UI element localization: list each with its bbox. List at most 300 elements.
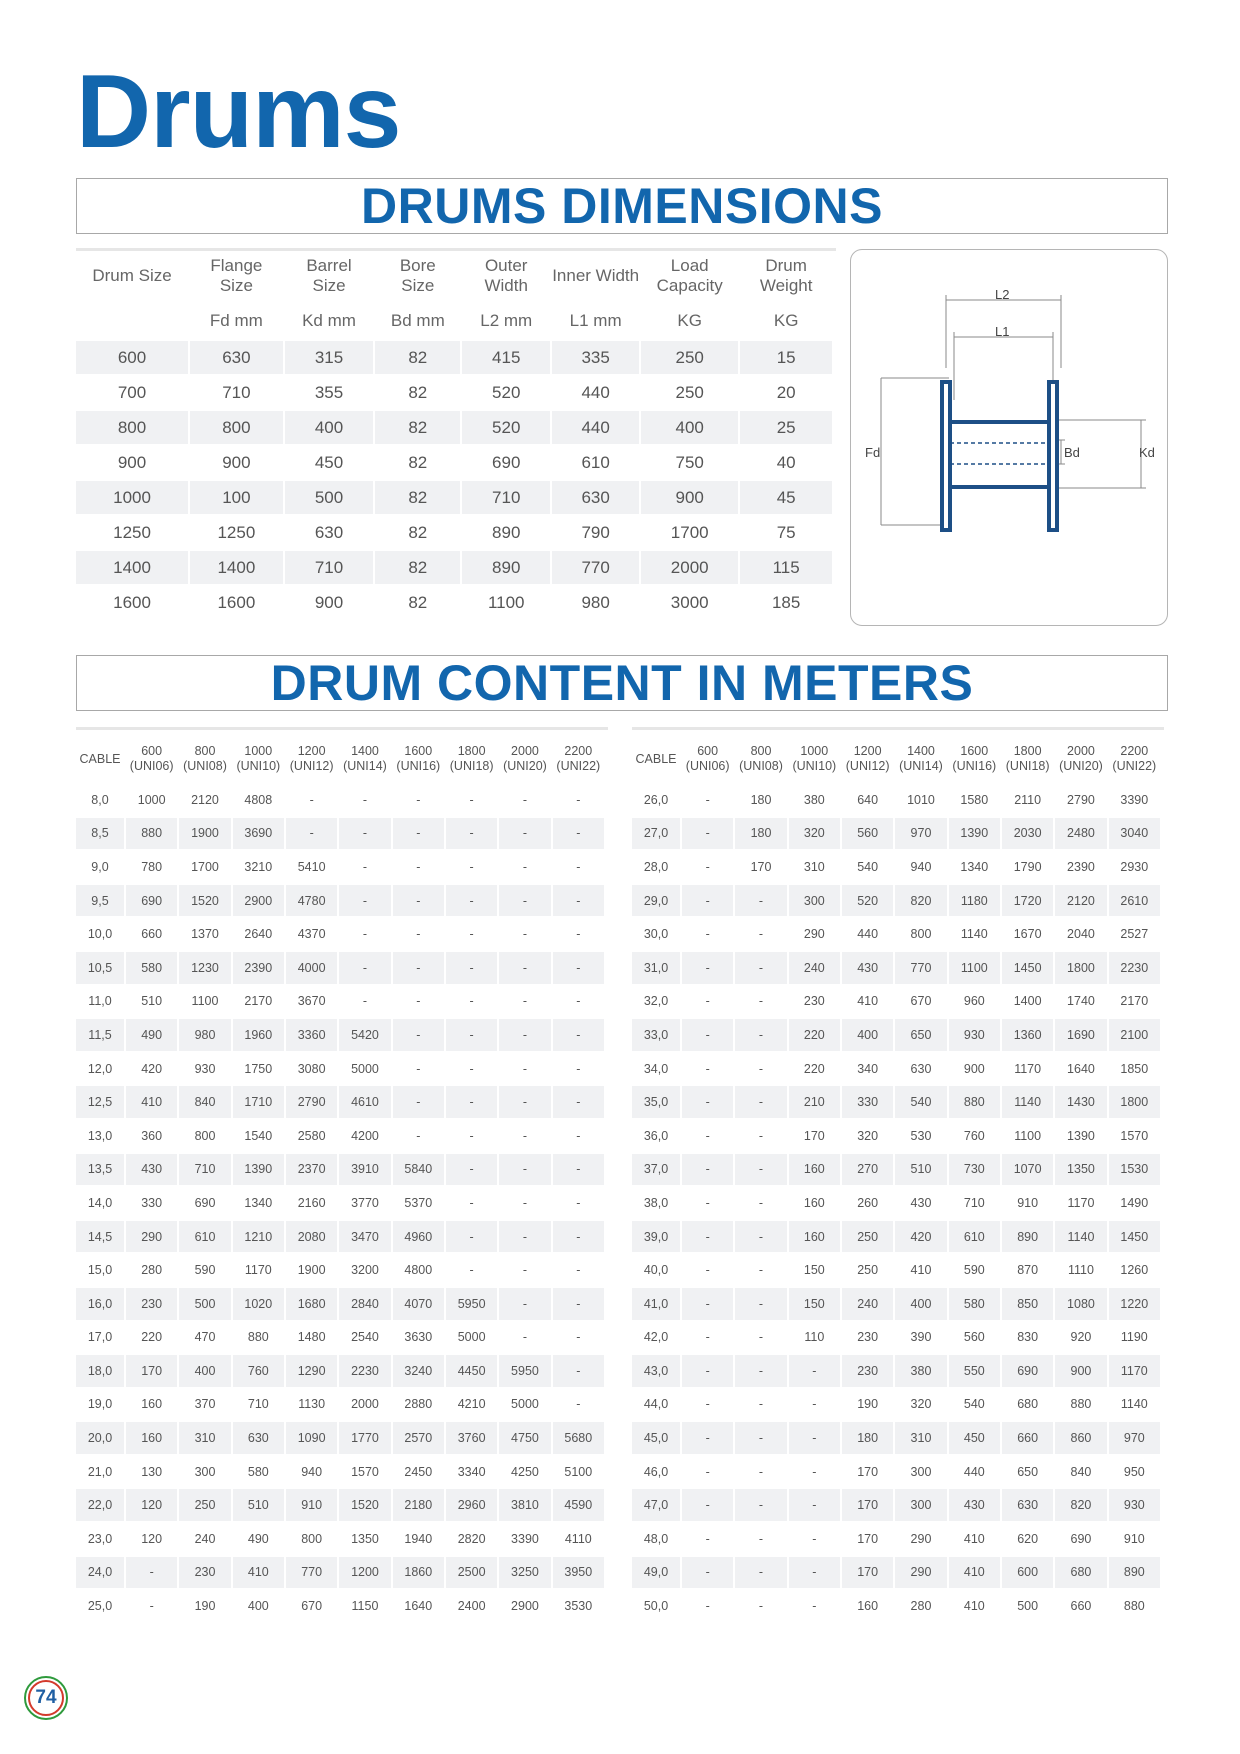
table-cell: 930 [1109, 1489, 1160, 1523]
cable-cell: 43,0 [632, 1355, 680, 1389]
table-cell: 890 [1109, 1557, 1160, 1591]
table-cell: - [553, 818, 604, 852]
table-cell: 700 [76, 376, 188, 411]
table-cell: 520 [462, 411, 550, 446]
table-cell: 780 [126, 851, 177, 885]
table-cell: 1690 [1055, 1019, 1106, 1053]
page-number-badge [24, 1676, 68, 1720]
table-cell: 160 [789, 1187, 840, 1221]
table-cell: 510 [233, 1489, 284, 1523]
cable-cell: 35,0 [632, 1086, 680, 1120]
table-cell: 2120 [179, 784, 230, 818]
table-cell: 690 [1055, 1523, 1106, 1557]
table-cell: 1490 [1109, 1187, 1160, 1221]
table-cell: 3390 [1109, 784, 1160, 818]
column-header: Bore Size [399, 256, 436, 295]
column-code: (UNI08) [183, 759, 227, 773]
table-cell: 1580 [949, 784, 1000, 818]
table-cell: 82 [375, 551, 460, 586]
table-cell: 4610 [339, 1086, 390, 1120]
table-cell: 420 [895, 1221, 946, 1255]
table-cell: - [553, 1053, 604, 1087]
table-cell: 1430 [1055, 1086, 1106, 1120]
table-cell: - [735, 1489, 786, 1523]
table-cell: 1400 [1002, 986, 1053, 1020]
column-header: Load Capacity [656, 256, 723, 295]
table-cell: - [735, 1120, 786, 1154]
table-cell: - [682, 1288, 733, 1322]
table-cell: 410 [949, 1590, 1000, 1624]
table-cell: 630 [285, 516, 374, 551]
label-fd: Fd [865, 445, 881, 460]
table-row [76, 481, 832, 516]
table-cell: 650 [1002, 1456, 1053, 1490]
table-cell: 800 [76, 411, 188, 446]
table-cell: 2580 [286, 1120, 337, 1154]
column-size: 800 [750, 744, 772, 758]
table-row [632, 1422, 1160, 1456]
table-cell: 3770 [339, 1187, 390, 1221]
table-cell: 410 [949, 1557, 1000, 1591]
table-cell: 670 [895, 986, 946, 1020]
table-cell: 250 [842, 1254, 893, 1288]
cable-cell: 9,5 [76, 885, 124, 919]
column-code: (UNI22) [1112, 759, 1157, 773]
table-cell: 115 [740, 551, 832, 586]
table-cell: 150 [789, 1254, 840, 1288]
table-cell: 3210 [233, 851, 284, 885]
table-cell: - [339, 818, 390, 852]
page-number: 74 [28, 1680, 64, 1716]
cable-cell: 29,0 [632, 885, 680, 919]
column-size: 1800 [457, 744, 486, 758]
table-row [76, 341, 832, 376]
table-cell: 310 [895, 1422, 946, 1456]
table-row [76, 1590, 604, 1624]
table-row [632, 1590, 1160, 1624]
table-cell: - [553, 1221, 604, 1255]
table-cell: 1680 [286, 1288, 337, 1322]
table-cell: 380 [895, 1355, 946, 1389]
table-cell: 82 [375, 516, 460, 551]
column-size: 1200 [853, 744, 882, 758]
table-cell: 750 [641, 446, 738, 481]
table-cell: 5370 [393, 1187, 444, 1221]
table-cell: 2230 [1109, 952, 1160, 986]
column-header: Inner Width [552, 266, 640, 285]
table-cell: 630 [895, 1053, 946, 1087]
table-cell: 430 [895, 1187, 946, 1221]
table-cell: - [682, 1456, 733, 1490]
table-row [76, 1389, 604, 1423]
table-cell: - [393, 1120, 444, 1154]
table-cell: 2230 [339, 1355, 390, 1389]
column-size: 1600 [960, 744, 989, 758]
table-cell: - [553, 1254, 604, 1288]
table-cell: 980 [552, 586, 639, 621]
table-cell: 2120 [1055, 885, 1106, 919]
table-cell: - [735, 1422, 786, 1456]
table-cell: 910 [286, 1489, 337, 1523]
table-cell: 3390 [499, 1523, 550, 1557]
table-cell: 660 [1055, 1590, 1106, 1624]
table-cell: 150 [789, 1288, 840, 1322]
table-cell: 660 [126, 918, 177, 952]
table-cell: 1640 [393, 1590, 444, 1624]
table-cell: 1750 [233, 1053, 284, 1087]
table-row [76, 516, 832, 551]
table-cell: 2160 [286, 1187, 337, 1221]
table-cell: - [499, 986, 550, 1020]
table-cell: 960 [949, 986, 1000, 1020]
table-cell: 630 [552, 481, 639, 516]
table-cell: 770 [895, 952, 946, 986]
table-cell: 1200 [339, 1557, 390, 1591]
table-cell: 1290 [286, 1355, 337, 1389]
table-cell: 430 [949, 1489, 1000, 1523]
table-cell: 130 [126, 1456, 177, 1490]
table-cell: - [499, 1053, 550, 1087]
cable-cell: 47,0 [632, 1489, 680, 1523]
column-header [179, 734, 230, 784]
table-cell: 400 [285, 411, 374, 446]
table-row [76, 1221, 604, 1255]
table-cell: 1210 [233, 1221, 284, 1255]
table-cell: 3950 [553, 1557, 604, 1591]
table-cell: 880 [949, 1086, 1000, 1120]
table-cell: - [393, 885, 444, 919]
table-cell: 210 [789, 1086, 840, 1120]
table-cell: 3000 [641, 586, 738, 621]
table-cell: 1140 [1002, 1086, 1053, 1120]
table-cell: 510 [126, 986, 177, 1020]
table-cell: - [682, 1019, 733, 1053]
table-cell: - [735, 918, 786, 952]
table-cell: 710 [949, 1187, 1000, 1221]
table-cell: 560 [842, 818, 893, 852]
table-cell: 450 [285, 446, 374, 481]
content-header-row [76, 734, 604, 784]
table-cell: 2900 [233, 885, 284, 919]
table-cell: 2900 [499, 1590, 550, 1624]
table-cell: 3240 [393, 1355, 444, 1389]
table-cell: 860 [1055, 1422, 1106, 1456]
table-cell: - [499, 918, 550, 952]
table-cell: 1540 [233, 1120, 284, 1154]
table-cell: 550 [949, 1355, 1000, 1389]
table-cell: 890 [1002, 1221, 1053, 1255]
page-title: Drums [76, 54, 401, 170]
table-cell: - [446, 952, 497, 986]
table-row [76, 918, 604, 952]
table-cell: 1350 [1055, 1154, 1106, 1188]
table-cell: 160 [126, 1422, 177, 1456]
table-cell: 1140 [949, 918, 1000, 952]
table-row [632, 1019, 1160, 1053]
table-row [632, 885, 1160, 919]
table-cell: 1100 [462, 586, 550, 621]
table-cell: 660 [1002, 1422, 1053, 1456]
cable-cell: 10,0 [76, 918, 124, 952]
column-header: Drum Weight [759, 256, 813, 295]
content-table-right [630, 734, 1162, 1624]
cable-cell: 13,5 [76, 1154, 124, 1188]
table-cell: 335 [552, 341, 639, 376]
column-header [1002, 734, 1053, 784]
table-cell: 320 [842, 1120, 893, 1154]
table-cell: - [682, 818, 733, 852]
column-header [233, 734, 284, 784]
cable-header: CABLE [635, 751, 677, 766]
table-cell: 2840 [339, 1288, 390, 1322]
table-cell: - [393, 851, 444, 885]
table-row [632, 784, 1160, 818]
table-row [632, 1355, 1160, 1389]
table-cell: 1390 [233, 1154, 284, 1188]
content-heading-box [76, 655, 1168, 711]
table-cell: 25 [740, 411, 832, 446]
table-cell: 710 [285, 551, 374, 586]
column-header: Barrel Size [306, 256, 352, 295]
table-cell: 75 [740, 516, 832, 551]
table-cell: 440 [552, 376, 639, 411]
table-cell: 1230 [179, 952, 230, 986]
table-cell: 800 [179, 1120, 230, 1154]
table-cell: - [499, 1254, 550, 1288]
column-unit: L2 mm [480, 311, 533, 330]
column-code: (UNI20) [1059, 759, 1103, 773]
column-unit: KG [773, 311, 799, 330]
label-kd: Kd [1139, 445, 1155, 460]
label-l1: L1 [995, 324, 1010, 339]
table-cell: 500 [1002, 1590, 1053, 1624]
table-cell: 82 [375, 446, 460, 481]
table-cell: 4800 [393, 1254, 444, 1288]
table-cell: 760 [949, 1120, 1000, 1154]
cable-cell: 12,0 [76, 1053, 124, 1087]
column-unit: Kd mm [302, 311, 356, 330]
table-cell: - [446, 918, 497, 952]
table-cell: - [789, 1523, 840, 1557]
table-cell: 690 [462, 446, 550, 481]
table-row [76, 1288, 604, 1322]
table-cell: 630 [1002, 1489, 1053, 1523]
table-cell: 580 [126, 952, 177, 986]
table-cell: - [553, 952, 604, 986]
cable-cell: 16,0 [76, 1288, 124, 1322]
table-cell: - [682, 1590, 733, 1624]
table-cell: 100 [190, 481, 283, 516]
table-cell: 190 [179, 1590, 230, 1624]
cable-cell: 17,0 [76, 1322, 124, 1356]
cable-cell: 27,0 [632, 818, 680, 852]
table-cell: - [499, 1019, 550, 1053]
cable-cell: 10,5 [76, 952, 124, 986]
column-unit: L1 mm [569, 311, 622, 330]
table-cell: 2540 [339, 1322, 390, 1356]
table-cell: 230 [789, 986, 840, 1020]
table-cell: 82 [375, 411, 460, 446]
table-cell: - [735, 1322, 786, 1356]
table-cell: - [682, 784, 733, 818]
table-cell: 180 [735, 818, 786, 852]
table-cell: 1740 [1055, 986, 1106, 1020]
table-cell: 5100 [553, 1456, 604, 1490]
table-cell: 290 [895, 1523, 946, 1557]
table-cell: 4960 [393, 1221, 444, 1255]
cable-cell: 46,0 [632, 1456, 680, 1490]
table-cell: 400 [641, 411, 738, 446]
table-cell: 1670 [1002, 918, 1053, 952]
cable-cell: 25,0 [76, 1590, 124, 1624]
table-cell: 770 [552, 551, 639, 586]
table-cell: 4450 [446, 1355, 497, 1389]
table-cell: 5000 [446, 1322, 497, 1356]
column-header [949, 734, 1000, 784]
table-row [76, 1086, 604, 1120]
table-cell: 3810 [499, 1489, 550, 1523]
column-header: Flange Size [210, 256, 263, 295]
table-row [632, 1489, 1160, 1523]
table-cell: - [789, 1489, 840, 1523]
cable-cell: 37,0 [632, 1154, 680, 1188]
table-cell: 1110 [1055, 1254, 1106, 1288]
divider [76, 727, 608, 730]
table-cell: 180 [735, 784, 786, 818]
cable-header: CABLE [79, 751, 121, 766]
table-cell: - [735, 986, 786, 1020]
table-cell: 2820 [446, 1523, 497, 1557]
table-cell: 1340 [233, 1187, 284, 1221]
table-cell: 5000 [339, 1053, 390, 1087]
table-row [76, 1154, 604, 1188]
table-cell: - [446, 851, 497, 885]
table-cell: 4070 [393, 1288, 444, 1322]
table-cell: 1860 [393, 1557, 444, 1591]
table-cell: - [735, 1355, 786, 1389]
cable-cell: 9,0 [76, 851, 124, 885]
column-code: (UNI06) [685, 759, 730, 773]
cable-cell: 23,0 [76, 1523, 124, 1557]
table-cell: 3690 [233, 818, 284, 852]
table-cell: 420 [126, 1053, 177, 1087]
table-cell: 1520 [339, 1489, 390, 1523]
drum-diagram [850, 249, 1168, 626]
table-cell: - [499, 1086, 550, 1120]
column-size: 1400 [907, 744, 935, 758]
table-cell: 710 [179, 1154, 230, 1188]
table-cell: - [339, 918, 390, 952]
table-cell: 690 [179, 1187, 230, 1221]
table-cell: 1450 [1109, 1221, 1160, 1255]
table-cell: 880 [1109, 1590, 1160, 1624]
table-cell: 500 [179, 1288, 230, 1322]
table-cell: - [735, 1389, 786, 1423]
table-cell: - [446, 1254, 497, 1288]
table-cell: - [682, 952, 733, 986]
table-cell: 415 [462, 341, 550, 376]
table-cell: - [682, 1557, 733, 1591]
table-cell: - [553, 1288, 604, 1322]
table-cell: - [446, 1221, 497, 1255]
table-cell: - [499, 952, 550, 986]
table-cell: 270 [842, 1154, 893, 1188]
column-code: (UNI16) [952, 759, 997, 773]
table-cell: 540 [842, 851, 893, 885]
cable-cell: 50,0 [632, 1590, 680, 1624]
table-cell: 40 [740, 446, 832, 481]
table-cell: - [286, 784, 337, 818]
column-header [1055, 734, 1106, 784]
column-code: (UNI10) [236, 759, 281, 773]
column-size: 600 [141, 744, 163, 758]
table-cell: - [553, 885, 604, 919]
table-cell: - [446, 1154, 497, 1188]
table-cell: 920 [1055, 1322, 1106, 1356]
column-unit: Bd mm [390, 311, 445, 330]
table-cell: - [682, 1120, 733, 1154]
table-cell: - [682, 986, 733, 1020]
table-cell: 1800 [1055, 952, 1106, 986]
table-row [76, 1053, 604, 1087]
table-cell: 240 [179, 1523, 230, 1557]
table-cell: - [446, 1086, 497, 1120]
table-cell: 520 [462, 376, 550, 411]
table-cell: 1170 [1002, 1053, 1053, 1087]
table-cell: 410 [233, 1557, 284, 1591]
table-cell: 1700 [641, 516, 738, 551]
table-cell: 82 [375, 481, 460, 516]
table-cell: 900 [641, 481, 738, 516]
table-cell: 82 [375, 341, 460, 376]
table-row [76, 411, 832, 446]
table-cell: 2960 [446, 1489, 497, 1523]
column-header [1109, 734, 1160, 784]
label-bd: Bd [1064, 445, 1080, 460]
column-size: 600 [697, 744, 719, 758]
cable-cell: 19,0 [76, 1389, 124, 1423]
table-cell: - [393, 952, 444, 986]
content-table-left [74, 734, 606, 1624]
table-cell: - [393, 1019, 444, 1053]
table-row [76, 952, 604, 986]
table-cell: 1790 [1002, 851, 1053, 885]
table-cell: - [553, 784, 604, 818]
table-cell: - [789, 1456, 840, 1490]
table-row [76, 1557, 604, 1591]
cable-cell: 8,0 [76, 784, 124, 818]
table-cell: 4780 [286, 885, 337, 919]
table-cell: 910 [1002, 1187, 1053, 1221]
column-header [339, 734, 390, 784]
table-cell: 3910 [339, 1154, 390, 1188]
table-cell: 890 [462, 516, 550, 551]
cable-cell: 18,0 [76, 1355, 124, 1389]
table-cell: 230 [842, 1355, 893, 1389]
table-cell: - [735, 1019, 786, 1053]
table-cell: 2080 [286, 1221, 337, 1255]
table-row [76, 1254, 604, 1288]
table-row [632, 1389, 1160, 1423]
label-l2: L2 [995, 287, 1010, 302]
table-cell: 1390 [1055, 1120, 1106, 1154]
table-cell: 300 [179, 1456, 230, 1490]
table-cell: - [789, 1590, 840, 1624]
table-cell: - [789, 1557, 840, 1591]
table-row [632, 986, 1160, 1020]
table-cell: 160 [126, 1389, 177, 1423]
table-cell: - [789, 1422, 840, 1456]
